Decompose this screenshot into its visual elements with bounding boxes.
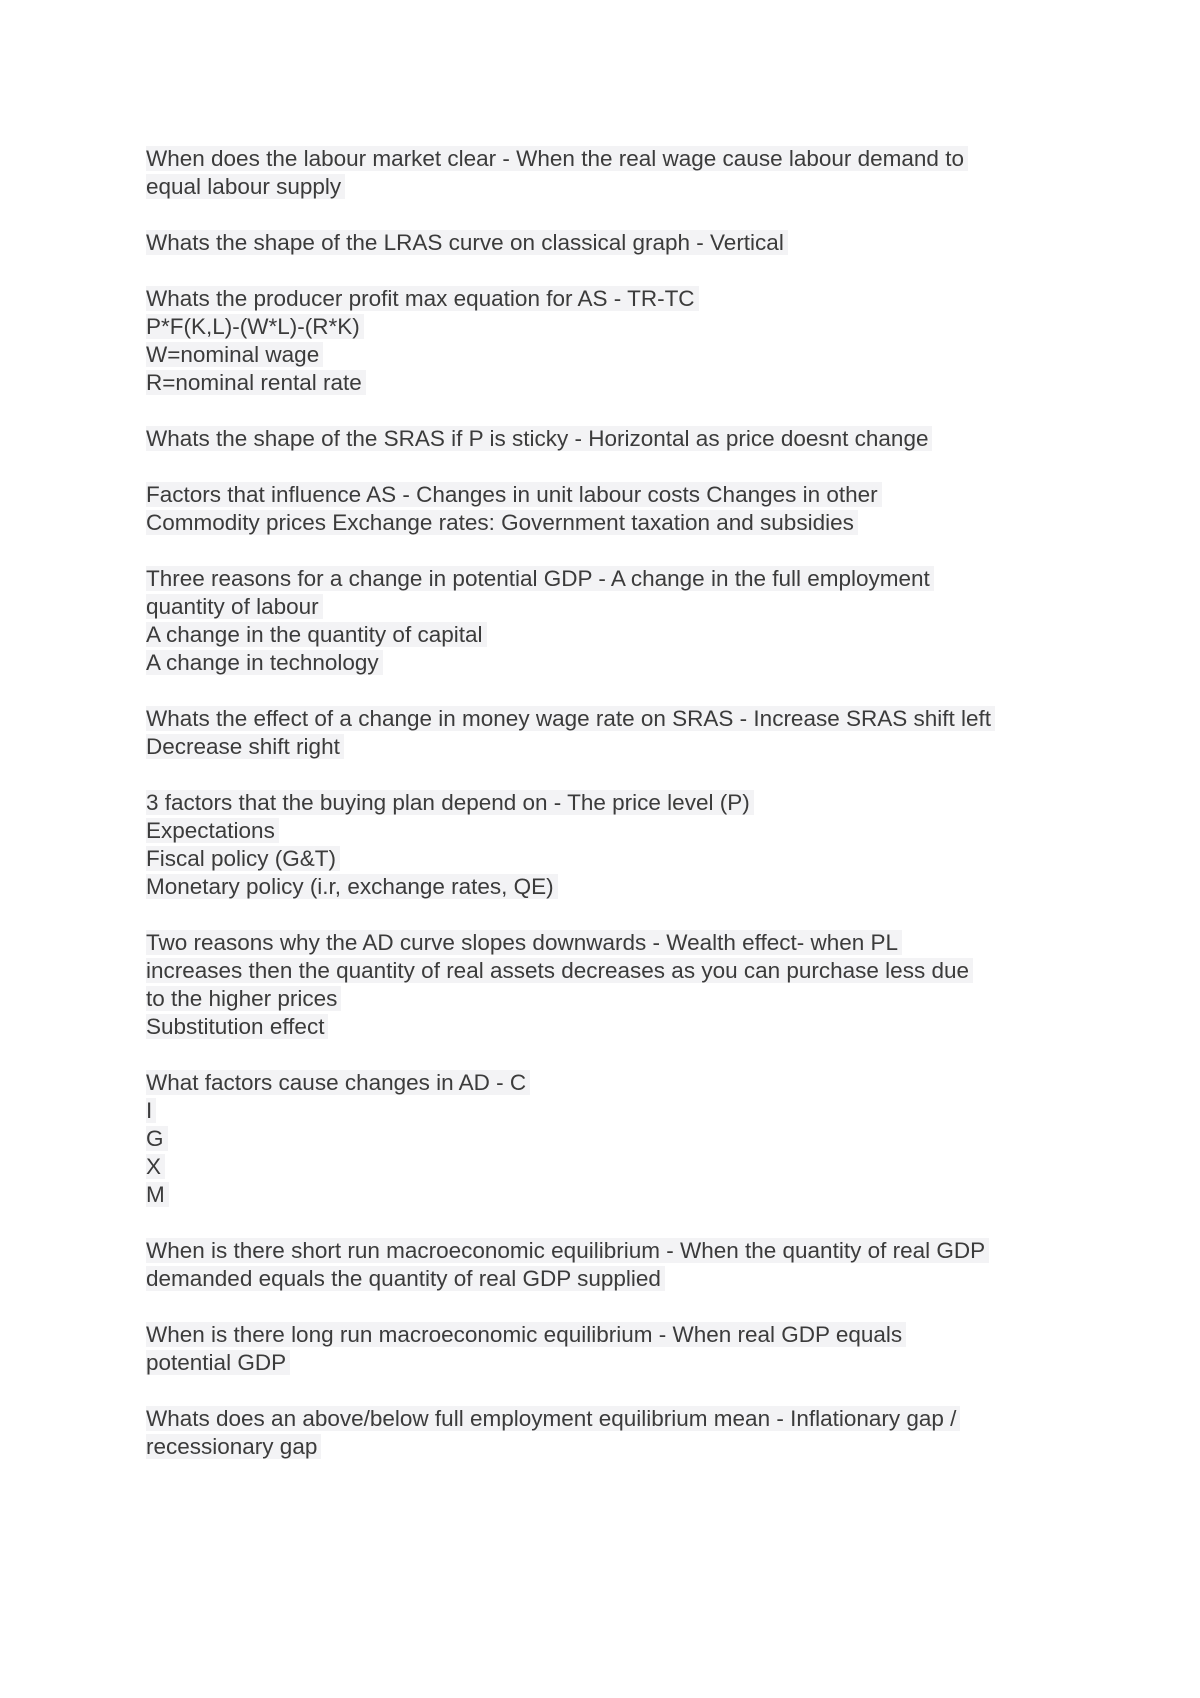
qa-item bbox=[146, 929, 1086, 1041]
qa-line-text: P*F(K,L)-(W*L)-(R*K) bbox=[146, 314, 364, 339]
qa-line bbox=[146, 1125, 1086, 1153]
qa-line-text: Three reasons for a change in potential GDP - A change in the full employment bbox=[146, 566, 934, 591]
qa-line-text: Two reasons why the AD curve slopes downwards - Wealth effect- when PL bbox=[146, 930, 902, 955]
qa-line-text: equal labour supply bbox=[146, 174, 345, 199]
qa-item bbox=[146, 145, 1086, 201]
qa-line bbox=[146, 1321, 1086, 1349]
qa-line bbox=[146, 817, 1086, 845]
qa-line-text: Monetary policy (i.r, exchange rates, QE) bbox=[146, 874, 558, 899]
qa-line bbox=[146, 425, 1086, 453]
qa-line bbox=[146, 957, 1086, 985]
qa-line-text: Whats the shape of the SRAS if P is sticky - Horizontal as price doesnt change bbox=[146, 426, 932, 451]
qa-line-text: 3 factors that the buying plan depend on - The price level (P) bbox=[146, 790, 754, 815]
qa-line-text: demanded equals the quantity of real GDP supplied bbox=[146, 1266, 665, 1291]
qa-line-text: Commodity prices Exchange rates: Government taxation and subsidies bbox=[146, 510, 858, 535]
qa-line-text: I bbox=[146, 1098, 156, 1123]
qa-line-text: increases then the quantity of real assets decreases as you can purchase less due bbox=[146, 958, 973, 983]
qa-line bbox=[146, 1405, 1086, 1433]
qa-line bbox=[146, 789, 1086, 817]
qa-line-text: Decrease shift right bbox=[146, 734, 344, 759]
qa-line-text: quantity of labour bbox=[146, 594, 323, 619]
qa-line bbox=[146, 929, 1086, 957]
qa-line-text: to the higher prices bbox=[146, 986, 341, 1011]
qa-line bbox=[146, 1265, 1086, 1293]
qa-item bbox=[146, 481, 1086, 537]
qa-item bbox=[146, 285, 1086, 397]
qa-line bbox=[146, 1181, 1086, 1209]
qa-line-text: Factors that influence AS - Changes in unit labour costs Changes in other bbox=[146, 482, 882, 507]
qa-line-text: X bbox=[146, 1154, 165, 1179]
qa-item bbox=[146, 1405, 1086, 1461]
qa-line bbox=[146, 1153, 1086, 1181]
qa-line bbox=[146, 873, 1086, 901]
qa-line bbox=[146, 621, 1086, 649]
qa-line bbox=[146, 145, 1086, 173]
qa-line-text: Whats the producer profit max equation for AS - TR-TC bbox=[146, 286, 699, 311]
qa-line-text: potential GDP bbox=[146, 1350, 290, 1375]
qa-item bbox=[146, 425, 1086, 453]
qa-line bbox=[146, 733, 1086, 761]
qa-line-text: R=nominal rental rate bbox=[146, 370, 366, 395]
qa-line bbox=[146, 341, 1086, 369]
document-body bbox=[146, 145, 1086, 1489]
qa-line bbox=[146, 173, 1086, 201]
qa-item bbox=[146, 229, 1086, 257]
qa-line bbox=[146, 1069, 1086, 1097]
qa-line-text: A change in technology bbox=[146, 650, 383, 675]
qa-line-text: When does the labour market clear - When the real wage cause labour demand to bbox=[146, 146, 968, 171]
qa-line-text: Fiscal policy (G&T) bbox=[146, 846, 340, 871]
qa-line bbox=[146, 845, 1086, 873]
qa-line bbox=[146, 1097, 1086, 1125]
qa-line-text: Whats does an above/below full employment equilibrium mean - Inflationary gap / bbox=[146, 1406, 960, 1431]
qa-line-text: What factors cause changes in AD - C bbox=[146, 1070, 530, 1095]
qa-item bbox=[146, 789, 1086, 901]
qa-line bbox=[146, 593, 1086, 621]
qa-line-text: G bbox=[146, 1126, 168, 1151]
qa-line bbox=[146, 1013, 1086, 1041]
qa-line bbox=[146, 705, 1086, 733]
qa-item bbox=[146, 1237, 1086, 1293]
qa-line bbox=[146, 481, 1086, 509]
qa-line-text: A change in the quantity of capital bbox=[146, 622, 487, 647]
qa-line bbox=[146, 985, 1086, 1013]
qa-line-text: recessionary gap bbox=[146, 1434, 321, 1459]
qa-line bbox=[146, 649, 1086, 677]
qa-item bbox=[146, 1069, 1086, 1209]
qa-line-text: Whats the effect of a change in money wage rate on SRAS - Increase SRAS shift left bbox=[146, 706, 995, 731]
qa-item bbox=[146, 705, 1086, 761]
qa-line-text: Substitution effect bbox=[146, 1014, 328, 1039]
qa-line bbox=[146, 565, 1086, 593]
qa-line bbox=[146, 1237, 1086, 1265]
qa-item bbox=[146, 565, 1086, 677]
qa-line-text: M bbox=[146, 1182, 169, 1207]
qa-line bbox=[146, 313, 1086, 341]
qa-line-text: Expectations bbox=[146, 818, 279, 843]
qa-line bbox=[146, 369, 1086, 397]
qa-line-text: When is there long run macroeconomic equilibrium - When real GDP equals bbox=[146, 1322, 906, 1347]
qa-line-text: Whats the shape of the LRAS curve on classical graph - Vertical bbox=[146, 230, 788, 255]
qa-item bbox=[146, 1321, 1086, 1377]
qa-line-text: W=nominal wage bbox=[146, 342, 323, 367]
qa-line bbox=[146, 285, 1086, 313]
qa-line bbox=[146, 1349, 1086, 1377]
qa-line-text: When is there short run macroeconomic equilibrium - When the quantity of real GDP bbox=[146, 1238, 989, 1263]
qa-line bbox=[146, 509, 1086, 537]
qa-line bbox=[146, 229, 1086, 257]
qa-line bbox=[146, 1433, 1086, 1461]
